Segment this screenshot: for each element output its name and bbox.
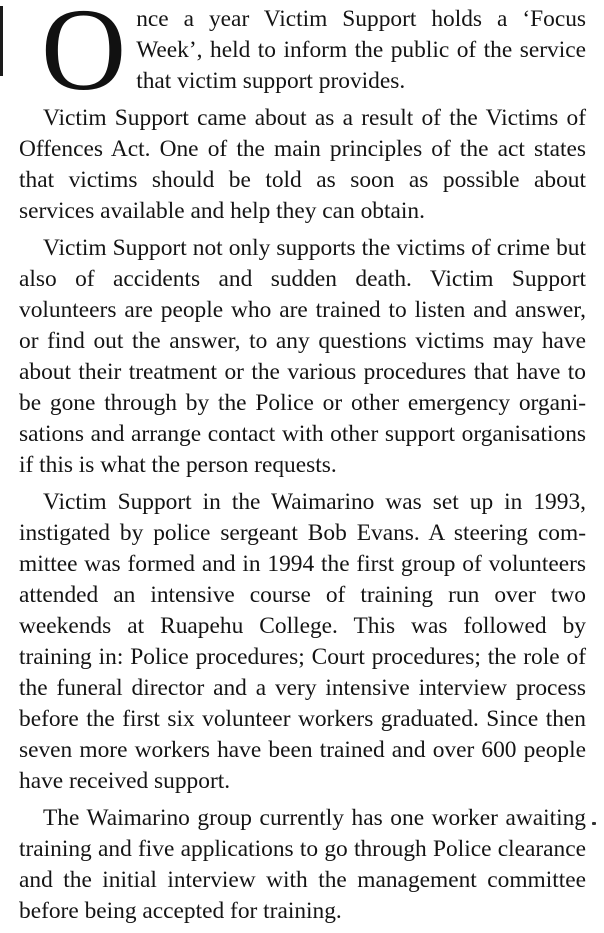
print-speck	[592, 822, 596, 825]
paragraph-origin: Victim Support came about as a result of the Victims of Offences Act. One of the main principles of the act states that victims should be told as soon as possible about services available and help they can obtain.	[19, 105, 586, 224]
paragraph-current: The Waimarino group currently has one worker awaiting training and five applications to go through Police clearance and the initial interview with the management committee before being accepted for training.	[19, 805, 586, 924]
paragraph-history: Victim Support in the Waimarino was set up in 1993, instigated by police sergeant Bob Evans. A steering committee was formed and in 1994 the first group of volunteers attended an intensive course of training run over two weekends at Ruapehu College. This was followed by training in: Police procedures; Court procedures; the role of the funeral director and a very intensive interview process before the first six volunteer workers graduated. Since then seven more workers have been trained and over 600 people have received support.	[19, 489, 586, 794]
article-column	[19, 0, 586, 933]
paragraph-intro	[19, 0, 586, 115]
intro-text: nce a year Victim Support holds a ‘Focus Week’, held to inform the public of the service that victim support provides.	[136, 6, 586, 94]
paragraph-volunteers: Victim Support not only supports the victims of crime but also of accidents and sudden death. Victim Support volunteers are people who are trained to listen and answer, or find out the answer, to any questions victims may have about their treatment or the various procedures that have to be gone through by the Police or other emergency organisations and arrange contact with other support organisations if this is what the person requests.	[19, 235, 586, 478]
column-rule	[0, 6, 3, 76]
drop-cap: O	[41, 0, 127, 115]
